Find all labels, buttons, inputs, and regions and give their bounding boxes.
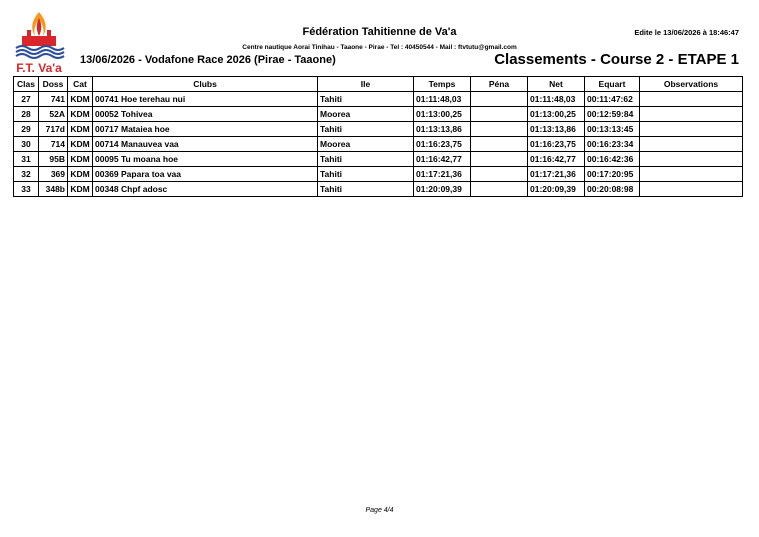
cell-net: 01:11:48,03: [528, 92, 585, 107]
cell-equart: 00:11:47:62: [585, 92, 640, 107]
col-header-equart: Equart: [585, 77, 640, 92]
address-line: Centre nautique Aorai Tinihau - Taaone - Pirae - Tel : 40450544 - Mail : ftvtutu@gmail.com: [242, 44, 517, 51]
table-row: [14, 122, 743, 137]
cell-pena: [471, 152, 528, 167]
cell-cat: KDM: [68, 107, 93, 122]
cell-cat: KDM: [68, 152, 93, 167]
cell-net: 01:13:00,25: [528, 107, 585, 122]
cell-temps: 01:13:13,86: [414, 122, 471, 137]
federation-title: Fédération Tahitienne de Va'a: [302, 26, 457, 38]
race-title: 13/06/2026 - Vodafone Race 2026 (Pirae - Taaone): [80, 54, 336, 66]
cell-clas: 33: [14, 182, 39, 197]
col-header-clas: Clas: [14, 77, 39, 92]
cell-net: 01:16:23,75: [528, 137, 585, 152]
cell-clas: 27: [14, 92, 39, 107]
cell-club: 00095 Tu moana hoe: [93, 152, 318, 167]
cell-ile: Tahiti: [318, 122, 414, 137]
cell-ile: Tahiti: [318, 152, 414, 167]
ftvaa-logo: [10, 10, 68, 74]
cell-cat: KDM: [68, 92, 93, 107]
cell-cat: KDM: [68, 122, 93, 137]
cell-ile: Tahiti: [318, 92, 414, 107]
cell-doss: 714: [39, 137, 68, 152]
cell-ile: Moorea: [318, 107, 414, 122]
page-number: Page 4/4: [365, 507, 394, 514]
cell-pena: [471, 107, 528, 122]
cell-observations: [640, 92, 743, 107]
cell-ile: Moorea: [318, 137, 414, 152]
cell-ile: Tahiti: [318, 182, 414, 197]
cell-temps: 01:16:23,75: [414, 137, 471, 152]
cell-clas: 32: [14, 167, 39, 182]
cell-doss: 717d: [39, 122, 68, 137]
table-header-row: [14, 77, 743, 92]
logo-text: F.T. Va'a: [16, 61, 62, 74]
col-header-net: Net: [528, 77, 585, 92]
cell-cat: KDM: [68, 167, 93, 182]
cell-temps: 01:17:21,36: [414, 167, 471, 182]
col-header-pena: Péna: [471, 77, 528, 92]
table-row: [14, 167, 743, 182]
classement-title: Classements - Course 2 - ETAPE 1: [494, 51, 739, 68]
cell-equart: 00:16:42:36: [585, 152, 640, 167]
cell-temps: 01:13:00,25: [414, 107, 471, 122]
cell-clas: 29: [14, 122, 39, 137]
cell-observations: [640, 137, 743, 152]
cell-observations: [640, 107, 743, 122]
col-header-temps: Temps: [414, 77, 471, 92]
cell-observations: [640, 182, 743, 197]
cell-net: 01:13:13,86: [528, 122, 585, 137]
cell-net: 01:20:09,39: [528, 182, 585, 197]
cell-cat: KDM: [68, 137, 93, 152]
cell-pena: [471, 182, 528, 197]
cell-pena: [471, 137, 528, 152]
cell-net: 01:16:42,77: [528, 152, 585, 167]
cell-club: 00714 Manauvea vaa: [93, 137, 318, 152]
table-row: [14, 182, 743, 197]
cell-club: 00741 Hoe terehau nui: [93, 92, 318, 107]
cell-club: 00348 Chpf adosc: [93, 182, 318, 197]
cell-equart: 00:12:59:84: [585, 107, 640, 122]
cell-temps: 01:20:09,39: [414, 182, 471, 197]
table-row: [14, 107, 743, 122]
cell-club: 00717 Mataiea hoe: [93, 122, 318, 137]
edit-date: Edite le 13/06/2026 à 18:46:47: [634, 28, 739, 37]
cell-clas: 30: [14, 137, 39, 152]
cell-equart: 00:20:08:98: [585, 182, 640, 197]
col-header-doss: Doss: [39, 77, 68, 92]
cell-observations: [640, 167, 743, 182]
table-row: [14, 137, 743, 152]
cell-club: 00369 Papara toa vaa: [93, 167, 318, 182]
cell-equart: 00:16:23:34: [585, 137, 640, 152]
cell-pena: [471, 122, 528, 137]
cell-observations: [640, 122, 743, 137]
cell-pena: [471, 92, 528, 107]
cell-net: 01:17:21,36: [528, 167, 585, 182]
cell-ile: Tahiti: [318, 167, 414, 182]
cell-doss: 52A: [39, 107, 68, 122]
cell-club: 00052 Tohivea: [93, 107, 318, 122]
col-header-cat: Cat: [68, 77, 93, 92]
table-row: [14, 152, 743, 167]
cell-temps: 01:16:42,77: [414, 152, 471, 167]
cell-cat: KDM: [68, 182, 93, 197]
cell-equart: 00:17:20:95: [585, 167, 640, 182]
results-table: [13, 76, 743, 197]
col-header-clubs: Clubs: [93, 77, 318, 92]
cell-doss: 95B: [39, 152, 68, 167]
cell-doss: 348b: [39, 182, 68, 197]
table-row: [14, 92, 743, 107]
col-header-ile: Ile: [318, 77, 414, 92]
cell-clas: 31: [14, 152, 39, 167]
ftvaa-logo-icon: [10, 10, 68, 74]
cell-pena: [471, 167, 528, 182]
cell-doss: 369: [39, 167, 68, 182]
cell-clas: 28: [14, 107, 39, 122]
cell-observations: [640, 152, 743, 167]
cell-doss: 741: [39, 92, 68, 107]
cell-temps: 01:11:48,03: [414, 92, 471, 107]
cell-equart: 00:13:13:45: [585, 122, 640, 137]
col-header-observations: Observations: [640, 77, 743, 92]
